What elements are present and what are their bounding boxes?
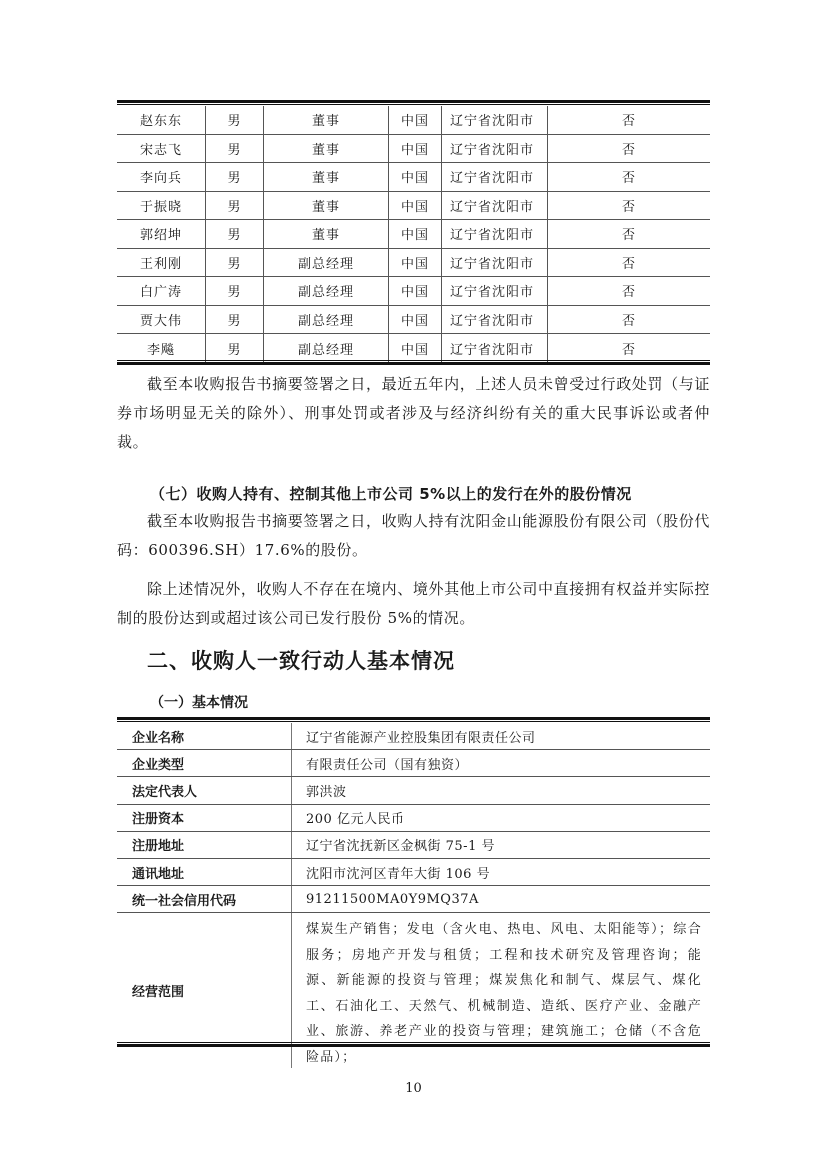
sex-cell: 男 [206, 334, 264, 363]
info-row [117, 777, 710, 804]
residence-cell: 辽宁省沈阳市 [442, 163, 548, 191]
sex-cell: 男 [206, 135, 264, 163]
sex-cell: 男 [206, 306, 264, 334]
nationality-cell: 中国 [389, 249, 442, 277]
table-row [117, 192, 710, 221]
info-value: 200 亿元人民币 [306, 812, 405, 828]
info-value: 91211500MA0Y9MQ37A [306, 891, 479, 907]
position-cell: 董事 [264, 192, 389, 220]
directors-table [117, 106, 710, 363]
table-row [117, 135, 710, 164]
sex-cell: 男 [206, 220, 264, 248]
position-cell: 董事 [264, 135, 389, 163]
info-value: 煤炭生产销售；发电（含火电、热电、风电、太阳能等）；综合服务；房地产开发与租赁；工程和技术研究及管理咨询；能源、新能源的投资与管理；煤炭焦化和制气、煤层气、煤化工、石油化工、天然气、机械制造、造纸、医疗产业、金融产业、旅游、养老产业的投资与管理；建筑施工；仓储（不含危险品）； [306, 922, 702, 1065]
info-row [117, 805, 710, 832]
person-name-cell: 宋志飞 [117, 135, 206, 163]
info-label: 注册资本 [117, 805, 292, 831]
nationality-cell: 中国 [389, 106, 442, 134]
info-label: 注册地址 [117, 832, 292, 858]
residence-cell: 辽宁省沈阳市 [442, 106, 548, 134]
info-value: 郭洪波 [306, 784, 347, 800]
basic-info-subheading: （一）基本情况 [150, 695, 248, 711]
table-row [117, 220, 710, 249]
abroad-residency-cell: 否 [621, 114, 636, 130]
abroad-residency-cell: 否 [621, 256, 636, 272]
residence-cell: 辽宁省沈阳市 [442, 306, 548, 334]
info-label: 统一社会信用代码 [117, 886, 292, 912]
table-bottom-rule [117, 362, 710, 365]
abroad-residency-cell: 否 [621, 171, 636, 187]
residence-cell: 辽宁省沈阳市 [442, 277, 548, 305]
table-row [117, 106, 710, 135]
abroad-residency-cell: 否 [621, 313, 636, 329]
nationality-cell: 中国 [389, 306, 442, 334]
abroad-residency-cell: 否 [621, 342, 636, 358]
sex-cell: 男 [206, 106, 264, 134]
info-label: 经营范围 [117, 913, 292, 1068]
info-table-top-rule-thin [117, 721, 710, 722]
info-row [117, 832, 710, 859]
page-number: 10 [405, 1081, 422, 1096]
nationality-cell: 中国 [389, 135, 442, 163]
info-row [117, 859, 710, 886]
table-bottom-rule-thin [117, 360, 710, 361]
abroad-residency-cell: 否 [621, 228, 636, 244]
penalty-statement: 截至本收购报告书摘要签署之日，最近五年内，上述人员未曾受过行政处罚（与证券市场明显无关的除外）、刑事处罚或者涉及与经济纠纷有关的重大民事诉讼或者仲裁。 [117, 375, 710, 451]
sex-cell: 男 [206, 192, 264, 220]
basic-info-table [117, 723, 710, 1068]
person-name-cell: 王利刚 [117, 249, 206, 277]
info-label: 通讯地址 [117, 859, 292, 885]
residence-cell: 辽宁省沈阳市 [442, 334, 548, 363]
table-row [117, 249, 710, 278]
section-7-heading: （七）收购人持有、控制其他上市公司 5%以上的发行在外的股份情况 [150, 485, 632, 503]
person-name-cell: 李飚 [117, 334, 206, 363]
sex-cell: 男 [206, 277, 264, 305]
info-label: 企业类型 [117, 750, 292, 776]
position-cell: 副总经理 [264, 306, 389, 334]
residence-cell: 辽宁省沈阳市 [442, 135, 548, 163]
info-value: 沈阳市沈河区青年大街 106 号 [306, 866, 491, 882]
table-row [117, 163, 710, 192]
person-name-cell: 赵东东 [117, 106, 206, 134]
info-value: 辽宁省能源产业控股集团有限责任公司 [306, 730, 536, 746]
table-row [117, 334, 710, 363]
person-name-cell: 贾大伟 [117, 306, 206, 334]
sex-cell: 男 [206, 163, 264, 191]
info-row [117, 723, 710, 750]
abroad-residency-cell: 否 [621, 199, 636, 215]
info-label: 企业名称 [117, 723, 292, 749]
position-cell: 董事 [264, 220, 389, 248]
abroad-residency-cell: 否 [621, 142, 636, 158]
nationality-cell: 中国 [389, 220, 442, 248]
table-top-rule-thin [117, 104, 710, 105]
nationality-cell: 中国 [389, 192, 442, 220]
residence-cell: 辽宁省沈阳市 [442, 192, 548, 220]
position-cell: 副总经理 [264, 334, 389, 363]
section-2-heading: 二、收购人一致行动人基本情况 [147, 649, 455, 673]
info-row [117, 750, 710, 777]
other-holdings-statement: 除上述情况外，收购人不存在在境内、境外其他上市公司中直接拥有权益并实际控制的股份达到或超过该公司已发行股份 5%的情况。 [117, 580, 710, 627]
info-table-top-rule [117, 717, 710, 720]
nationality-cell: 中国 [389, 277, 442, 305]
abroad-residency-cell: 否 [621, 285, 636, 301]
position-cell: 副总经理 [264, 249, 389, 277]
residence-cell: 辽宁省沈阳市 [442, 249, 548, 277]
person-name-cell: 郭绍坤 [117, 220, 206, 248]
table-row [117, 277, 710, 306]
position-cell: 副总经理 [264, 277, 389, 305]
info-value: 有限责任公司（国有独资） [306, 757, 469, 773]
person-name-cell: 李向兵 [117, 163, 206, 191]
table-top-rule [117, 100, 710, 103]
person-name-cell: 白广涛 [117, 277, 206, 305]
info-table-bottom-rule [117, 1044, 710, 1047]
holding-statement: 截至本收购报告书摘要签署之日，收购人持有沈阳金山能源股份有限公司（股份代码：600396.SH）17.6%的股份。 [117, 512, 710, 559]
position-cell: 董事 [264, 163, 389, 191]
residence-cell: 辽宁省沈阳市 [442, 220, 548, 248]
nationality-cell: 中国 [389, 163, 442, 191]
info-row [117, 886, 710, 913]
info-value: 辽宁省沈抚新区金枫街 75-1 号 [306, 839, 495, 855]
nationality-cell: 中国 [389, 334, 442, 363]
position-cell: 董事 [264, 106, 389, 134]
info-label: 法定代表人 [117, 777, 292, 803]
info-table-bottom-rule-thin [117, 1042, 710, 1043]
sex-cell: 男 [206, 249, 264, 277]
table-row [117, 306, 710, 335]
person-name-cell: 于振晓 [117, 192, 206, 220]
